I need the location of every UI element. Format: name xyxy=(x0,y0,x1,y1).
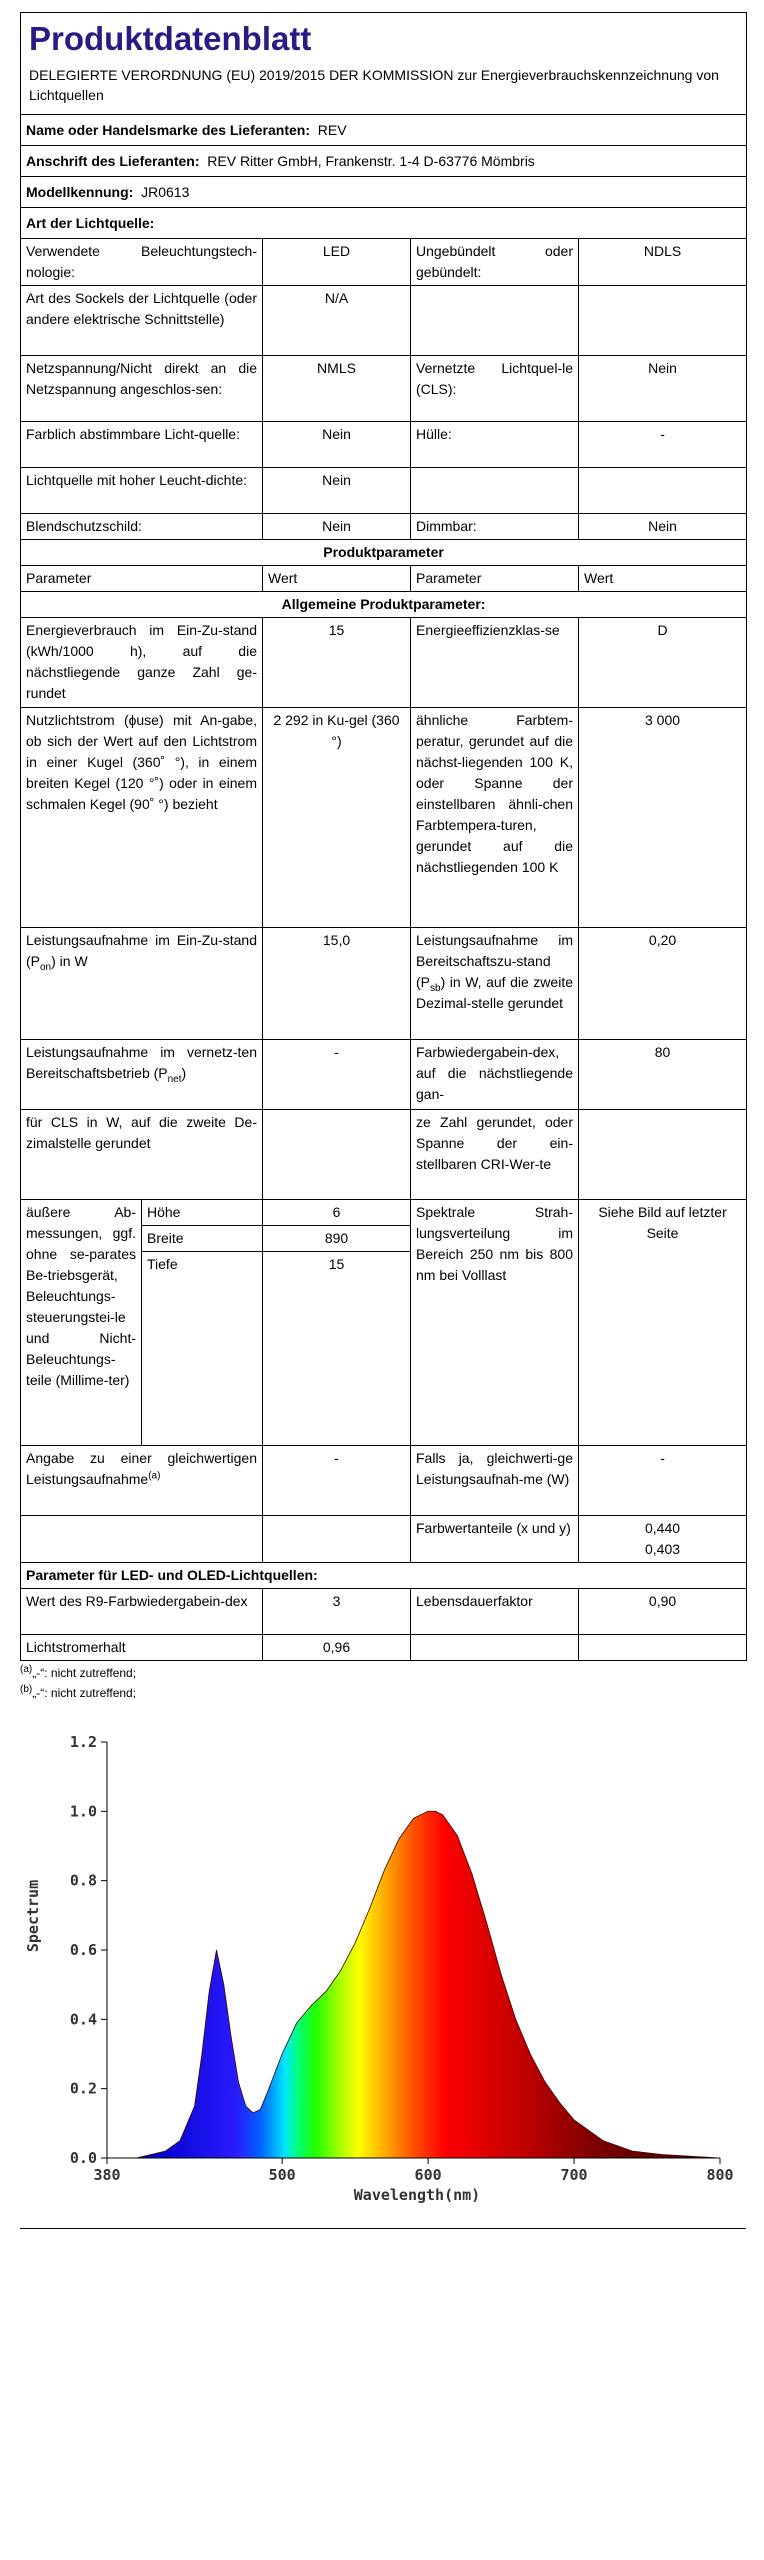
height-label: Höhe xyxy=(142,1200,263,1226)
light-type-heading: Art der Lichtquelle: xyxy=(21,208,747,239)
spectral-distribution-label: Spektrale Strah-lungsverteilung im Bereich 250 nm bis 800 nm bei Volllast xyxy=(411,1200,579,1446)
empty-cell xyxy=(411,286,579,356)
cri-label: Farbwiedergabein-dex, auf die nächstliegende gan- xyxy=(411,1040,579,1110)
col-header-value: Wert xyxy=(579,566,747,592)
color-temperature-value: 3 000 xyxy=(579,708,747,928)
empty-cell xyxy=(411,468,579,514)
cls-label: Vernetzte Lichtquel-le (CLS): xyxy=(411,356,579,422)
technology-label: Verwendete Beleuchtungstech-nologie: xyxy=(21,239,263,286)
x-tick-label: 800 xyxy=(706,2166,734,2184)
survival-factor-value: 0,90 xyxy=(579,1589,747,1635)
spectrum-area xyxy=(107,1811,720,2158)
spectral-distribution-value: Siehe Bild auf letzter Seite xyxy=(579,1200,747,1446)
supplier-name-row xyxy=(21,115,747,146)
glare-shield-value: Nein xyxy=(263,514,411,540)
mains-label: Netzspannung/Nicht direkt an die Netzspannung angeschlos-sen: xyxy=(21,356,263,422)
width-label: Breite xyxy=(142,1226,263,1252)
r9-label: Wert des R9-Farbwiedergabein-dex xyxy=(21,1589,263,1635)
energy-class-label: Energieeffizienzklas-se xyxy=(411,618,579,708)
color-temperature-label: ähnliche Farbtem-peratur, gerundet auf die nächst-liegenden 100 K, oder Spanne der einstellbaren ähnli-chen Farbtempera-turen, gerundet auf die nächstliegenden 100 K xyxy=(411,708,579,928)
networked-standby-label-cont: für CLS in W, auf die zweite De-zimalstelle gerundet xyxy=(21,1110,263,1200)
dimensions-label: äußere Ab-messungen, ggf. ohne se-parates Be-triebsgerät, Beleuchtungs-steuerungstei-le und Nicht-Beleuchtungs-teile (Millime-ter) xyxy=(21,1200,142,1446)
chromaticity-label: Farbwertanteile (x und y) xyxy=(411,1516,579,1563)
on-mode-power-value: 15,0 xyxy=(263,928,411,1040)
chromaticity-x: 0,440 xyxy=(645,1520,681,1536)
chromaticity-value xyxy=(579,1516,747,1563)
tunable-label: Farblich abstimmbare Licht-quelle: xyxy=(21,422,263,468)
glare-shield-label: Blendschutzschild: xyxy=(21,514,263,540)
envelope-label: Hülle: xyxy=(411,422,579,468)
energy-consumption-value: 15 xyxy=(263,618,411,708)
y-axis-group xyxy=(70,1733,107,2167)
footnotes xyxy=(20,1663,746,1703)
spectrum-chart xyxy=(20,1728,746,2228)
lumen-maintenance-value: 0,96 xyxy=(263,1635,411,1661)
datasheet-table xyxy=(20,12,747,1661)
empty-cell xyxy=(579,468,747,514)
supplier-address-row xyxy=(21,146,747,177)
empty-cell xyxy=(263,1110,411,1200)
model-value: JR0613 xyxy=(141,184,190,200)
empty-cell xyxy=(579,286,747,356)
model-row xyxy=(21,177,747,208)
footnote-b: $^{(b)}$„-“: nicht zutreffend; xyxy=(20,1684,137,1700)
general-params-heading: Allgemeine Produktparameter: xyxy=(21,592,747,618)
y-tick-label: 1.0 xyxy=(69,1802,97,1821)
supplier-name-value: REV xyxy=(317,122,347,138)
luminous-flux-label: Nutzlichtstrom (ɸuse) mit An-gabe, ob sich der Wert auf den Lichtstrom in einer Kugel (360˚ °), in einem breiten Kegel (120 °˚) oder in einem schmalen Kegel (90˚ °) bezieht xyxy=(21,708,263,928)
page-subtitle: DELEGIERTE VERORDNUNG (EU) 2019/2015 DER KOMMISSION zur Energieverbrauchskennzeichnung von Lichtquellen xyxy=(29,67,719,103)
mains-value: NMLS xyxy=(263,356,411,422)
on-mode-power-label: Leistungsaufnahme im Ein-Zu-stand $(P_{on})$ in W xyxy=(21,928,263,1040)
empty-cell xyxy=(579,1635,747,1661)
col-header-param: Parameter xyxy=(411,566,579,592)
col-header-value: Wert xyxy=(263,566,411,592)
x-tick-label: 600 xyxy=(414,2166,442,2184)
equivalent-power-label: Angabe zu einer gleichwertigen Leistungsaufnahme$^{(a)}$ xyxy=(21,1446,263,1516)
x-axis-label: Wavelength(nm) xyxy=(353,2186,481,2204)
equivalent-power-flag: - xyxy=(263,1446,411,1516)
empty-cell xyxy=(411,1635,579,1661)
y-tick-label: 0.0 xyxy=(69,2149,97,2167)
model-label: Modellkennung: xyxy=(26,184,134,200)
cri-label-cont: ze Zahl gerundet, oder Spanne der ein-stellbaren CRI-Wer-te xyxy=(411,1110,579,1200)
col-header-param: Parameter xyxy=(21,566,263,592)
supplier-address-label: Anschrift des Lieferanten: xyxy=(26,153,200,169)
luminous-flux-value: 2 292 in Ku-gel (360 °) xyxy=(263,708,411,928)
y-tick-label: 1.2 xyxy=(69,1733,97,1751)
depth-label: Tiefe xyxy=(142,1252,263,1446)
tunable-value: Nein xyxy=(263,422,411,468)
chromaticity-y: 0,403 xyxy=(645,1541,681,1557)
envelope-value: - xyxy=(579,422,747,468)
high-luminance-value: Nein xyxy=(263,468,411,514)
empty-cell xyxy=(579,1110,747,1200)
socket-value: N/A xyxy=(263,286,411,356)
directional-label: Ungebündelt oder gebündelt: xyxy=(411,239,579,286)
height-value: 6 xyxy=(263,1200,411,1226)
depth-value: 15 xyxy=(263,1252,411,1446)
datasheet xyxy=(20,12,746,1703)
y-axis-label: Spectrum xyxy=(24,1879,42,1953)
energy-consumption-label: Energieverbrauch im Ein-Zu-stand (kWh/1000 h), auf die nächstliegende ganze Zahl ge-rundet xyxy=(21,618,263,708)
standby-power-value: 0,20 xyxy=(579,928,747,1040)
dimmable-value: Nein xyxy=(579,514,747,540)
networked-standby-value: - xyxy=(263,1040,411,1110)
x-tick-label: 500 xyxy=(268,2166,296,2184)
standby-power-label: Leistungsaufnahme im Bereitschaftszu-stand $(P_{sb})$ in W, auf die zweite Dezimal-stelle gerundet xyxy=(411,928,579,1040)
high-luminance-label: Lichtquelle mit hoher Leucht-dichte: xyxy=(21,468,263,514)
r9-value: 3 xyxy=(263,1589,411,1635)
y-tick-label: 0.8 xyxy=(69,1871,97,1890)
product-params-heading: Produktparameter xyxy=(21,540,747,566)
spectrum-chart-svg xyxy=(20,1728,746,2228)
empty-cell xyxy=(21,1516,263,1563)
x-axis-group xyxy=(93,2158,733,2184)
technology-value: LED xyxy=(263,239,411,286)
empty-cell xyxy=(263,1516,411,1563)
socket-label: Art des Sockels der Lichtquelle (oder andere elektrische Schnittstelle) xyxy=(21,286,263,356)
y-tick-label: 0.6 xyxy=(69,1941,97,1959)
supplier-address-value: REV Ritter GmbH, Frankenstr. 1-4 D-63776 Mömbris xyxy=(207,153,535,169)
x-tick-label: 700 xyxy=(560,2166,588,2184)
dimmable-label: Dimmbar: xyxy=(411,514,579,540)
survival-factor-label: Lebensdauerfaktor xyxy=(411,1589,579,1635)
led-params-heading: Parameter für LED- und OLED-Lichtquellen: xyxy=(21,1563,747,1589)
directional-value: NDLS xyxy=(579,239,747,286)
x-tick-label: 380 xyxy=(93,2166,121,2184)
equivalent-power-watts-value: - xyxy=(579,1446,747,1516)
footnote-a: $^{(a)}$„-“: nicht zutreffend; xyxy=(20,1664,137,1680)
energy-class-value: D xyxy=(579,618,747,708)
equivalent-power-watts-label: Falls ja, gleichwerti-ge Leistungsaufnah-me (W) xyxy=(411,1446,579,1516)
networked-standby-label: Leistungsaufnahme im vernetz-ten Bereitschaftsbetrieb $(P_{net})$ xyxy=(21,1040,263,1110)
y-tick-label: 0.2 xyxy=(69,2079,97,2098)
lumen-maintenance-label: Lichtstromerhalt xyxy=(21,1635,263,1661)
y-tick-label: 0.4 xyxy=(69,2010,97,2029)
cri-value: 80 xyxy=(579,1040,747,1110)
supplier-name-label: Name oder Handelsmarke des Lieferanten: xyxy=(26,122,310,138)
cls-value: Nein xyxy=(579,356,747,422)
width-value: 890 xyxy=(263,1226,411,1252)
page-title: Produktdatenblatt xyxy=(29,20,312,57)
header-cell xyxy=(21,13,747,115)
chart-bottom-rule xyxy=(20,2228,746,2229)
